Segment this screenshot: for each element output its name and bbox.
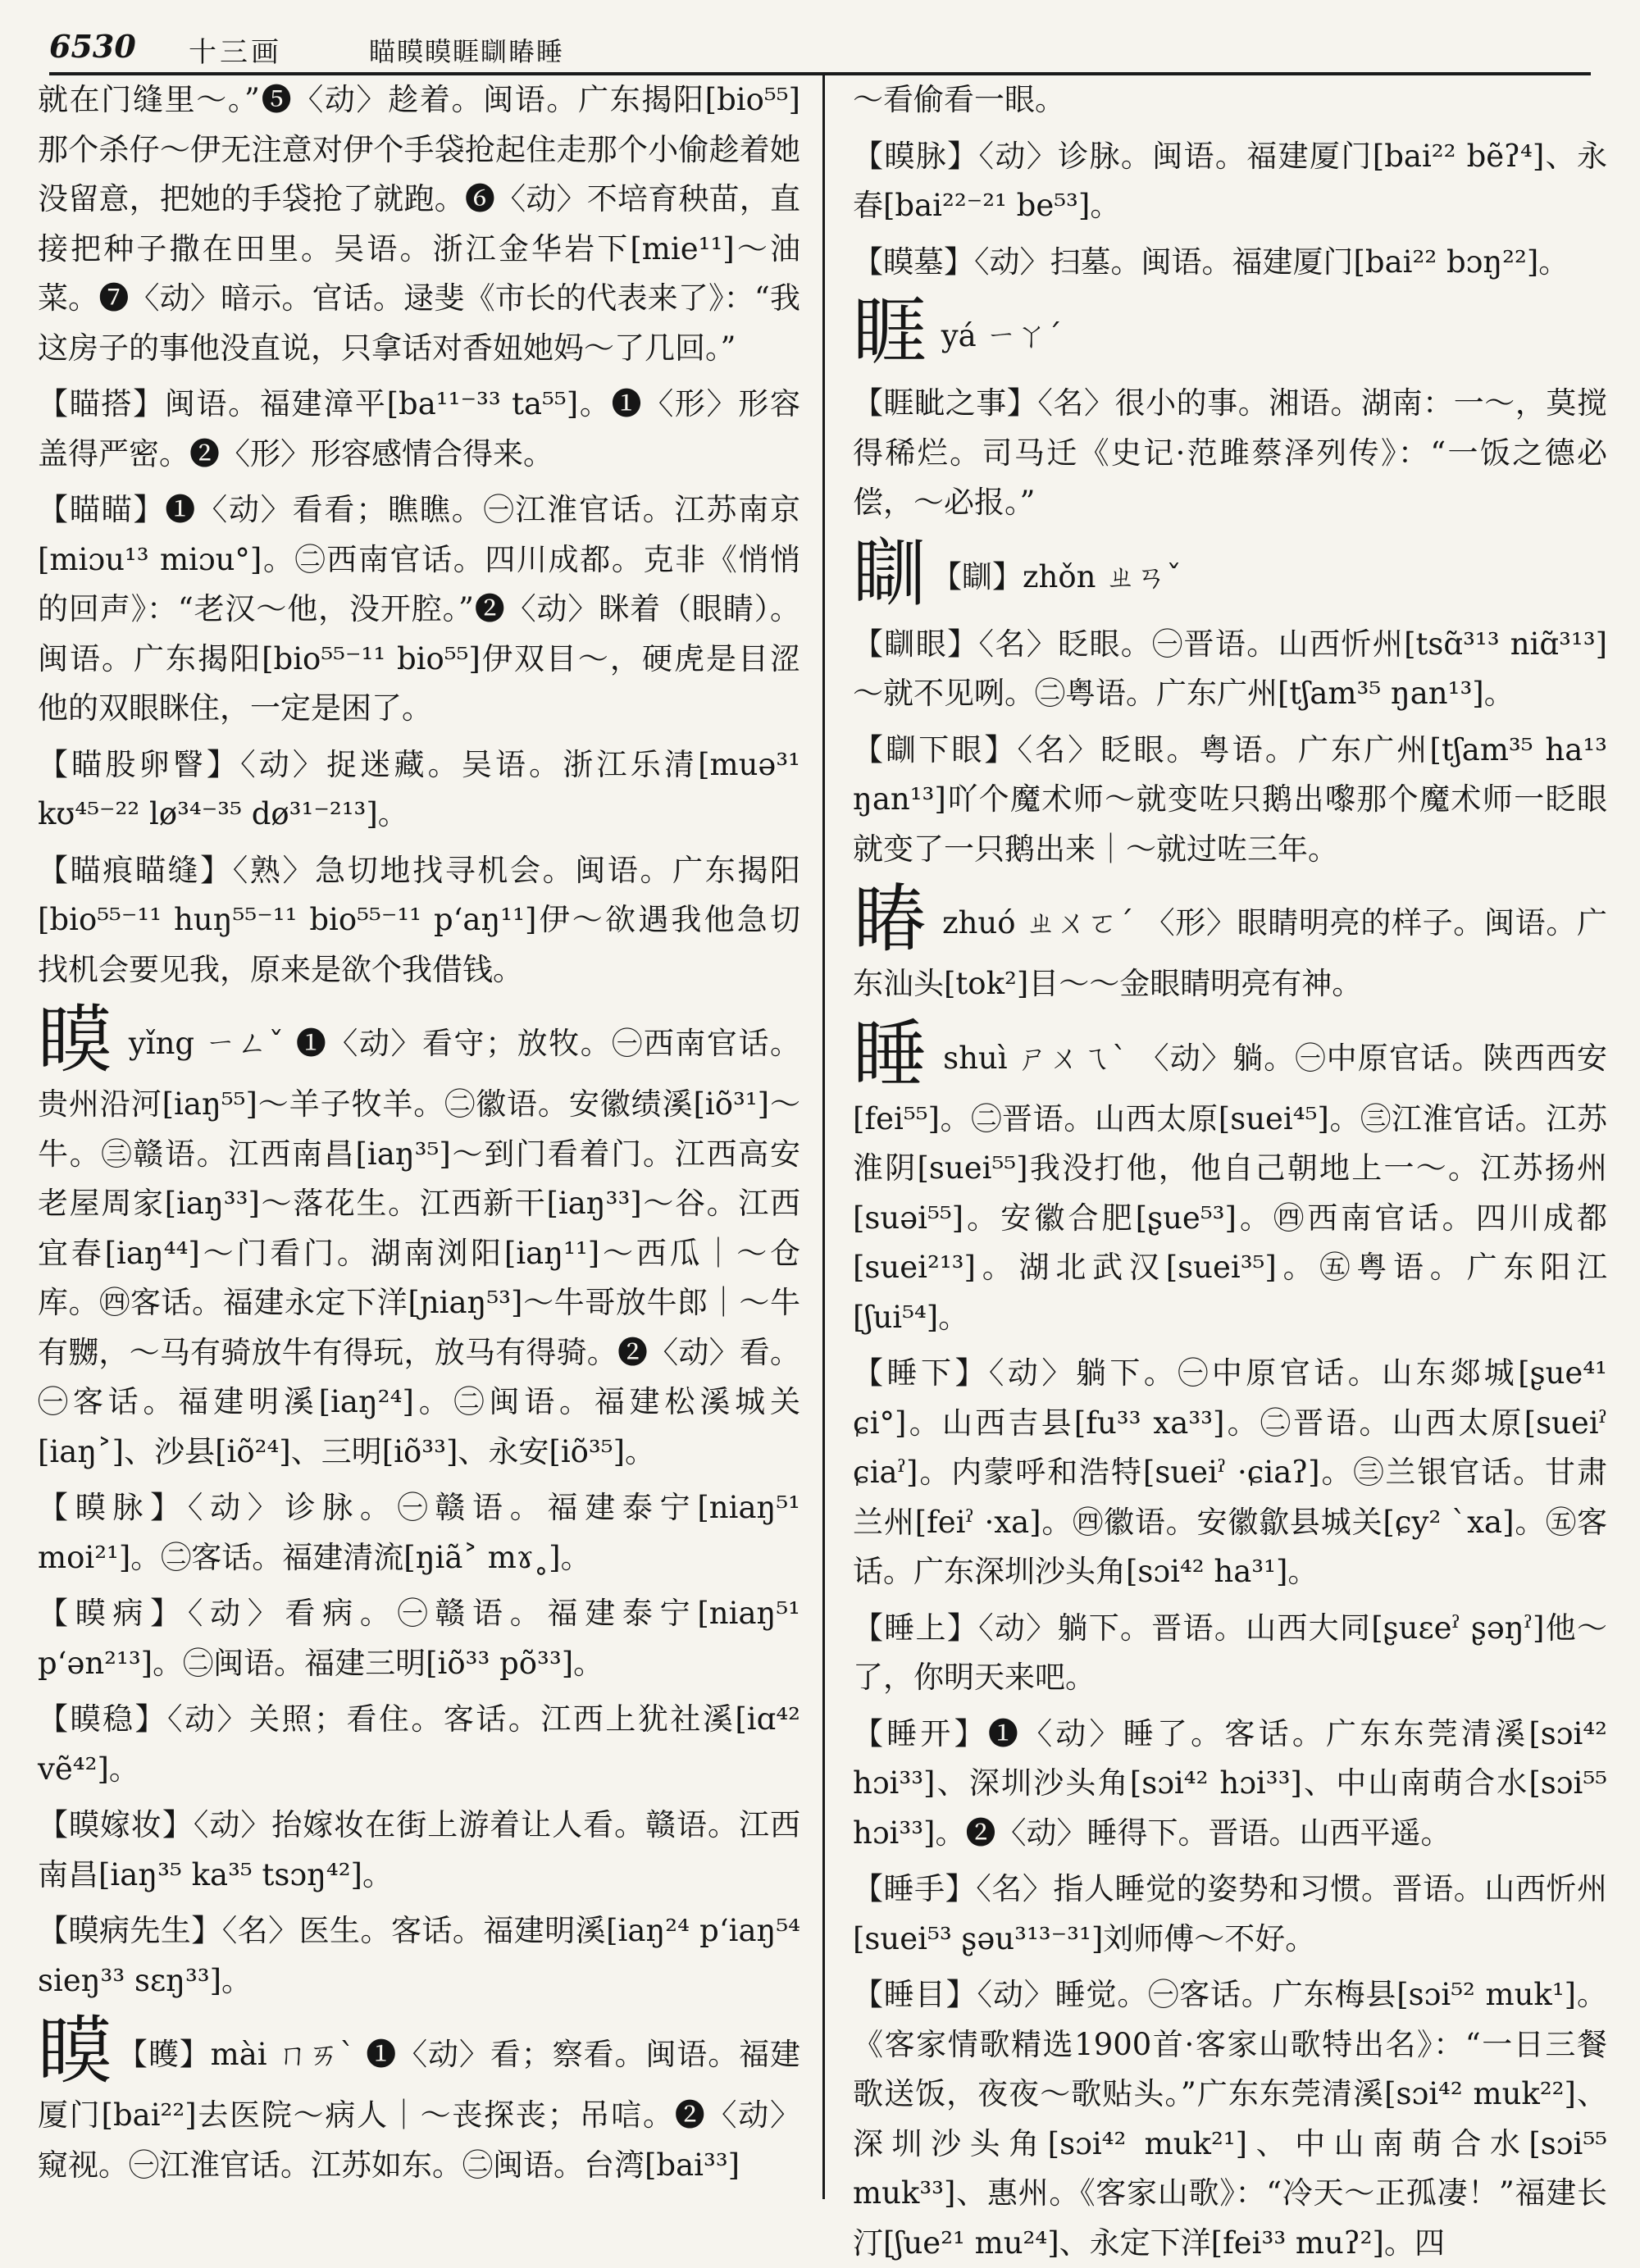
entry-zhan-xia-yan: 【瞓下眼】〈名〉眨眼。粤语。广东广州[tʃam³⁵ ha¹³ ŋan¹³]吖个魔术师～就变咗只鹅出嚟那个魔术师一眨眼就变了一只鹅出来｜～就过咗三年。 [853, 731, 1607, 867]
page-number: 6530 [49, 28, 136, 65]
header-characters: 瞄瞙瞙睚瞓睶睡 [369, 36, 565, 67]
entry-miaogu: 【瞄股卵瞖】〈动〉捉迷藏。吴语。浙江乐清[muə³¹ kʊ⁴⁵⁻²² lø³⁴⁻³⁵ dø³¹⁻²¹³]。 [38, 746, 800, 831]
entry-mai-mai: 【瞙脉】〈动〉诊脉。闽语。福建厦门[bai²² bẽʔ⁴]、永春[bai²²⁻²¹ be⁵³]。 [853, 138, 1607, 223]
page-header [49, 21, 1591, 75]
entry-ying-jiazhuang: 【瞙嫁妆】〈动〉抬嫁妆在街上游着让人看。赣语。江西南昌[iaŋ³⁵ ka³⁵ tsɔŋ⁴²]。 [38, 1807, 800, 1892]
entry-ying-wen: 【瞙稳】〈动〉关照；看住。客话。江西上犹社溪[iɑ⁴² vẽ⁴²]。 [38, 1701, 800, 1787]
entry-miaomiao: 【瞄瞄】❶〈动〉看看；瞧瞧。㊀江淮官话。江苏南京[miɔu¹³ miɔu°]。㊁西南官话。四川成都。克非《悄悄的回声》：“老汉～他，没开腔。”❷〈动〉眯着（眼睛）。闽语。广东揭阳[bio⁵⁵⁻¹¹ bio⁵⁵]伊双目～，硬虎是目涩他的双眼眯住，一定是困了。 [38, 492, 800, 726]
entry-continuation: 就在门缝里～。”❺〈动〉趁着。闽语。广东揭阳[bio⁵⁵]那个杀仔～伊无注意对伊个手袋抢起住走那个小偷趁着她没留意，把她的手袋抢了就跑。❻〈动〉不培育秧苗，直接把种子撒在田里。吴语。浙江金华岩下[mie¹¹]～油菜。❼〈动〉暗示。官话。逯斐《市长的代表来了》：“我这房子的事他没直说，只拿话对香妞她妈～了几回。” [38, 82, 800, 366]
headword-zhan: 瞓 【瞓】zhǒn ㄓㄢˇ [853, 530, 1182, 617]
right-column [853, 75, 1607, 2261]
entry-mai-mu: 【瞙墓】〈动〉扫墓。闽语。福建厦门[bai²² bɔŋ²²]。 [853, 244, 1569, 280]
headword-glyph: 瞙 [38, 997, 113, 1083]
headword-zhuo: 睶 zhuó ㄓㄨㄛˊ 〈形〉眼睛明亮的样子。闽语。广东汕头[tok²]目～～金眼睛明亮有神。 [853, 877, 1607, 1001]
entry-shui-mu: 【睡目】〈动〉睡觉。㊀客话。广东梅县[sɔi⁵² muk¹]。《客家情歌精选1900首·客家山歌特出名》：“一日三餐歌送饭，夜夜～歌贴头。”广东东莞清溪[sɔi⁴² muk²²]、深圳沙头角[sɔi⁴² muk²¹]、中山南萌合水[sɔi⁵⁵ muk³³]、惠州。《客家山歌》：“冷天～正孤凄！”福建长汀[ʃue²¹ mu²⁴]、永定下洋[fei³³ muʔ²]。四 [853, 1977, 1607, 2261]
entry-miaohen: 【瞄痕瞄缝】〈熟〉急切地找寻机会。闽语。广东揭阳[bio⁵⁵⁻¹¹ huŋ⁵⁵⁻¹¹ bio⁵⁵⁻¹¹ pʻaŋ¹¹]伊～欲遇我他急切找机会要见我，原来是欲个我借钱。 [38, 852, 800, 987]
entry-shui-xia: 【睡下】〈动〉躺下。㊀中原官话。山东郯城[ʂue⁴¹ ɕi°]。山西吉县[fu³³ xa³³]。㊁晋语。山西太原[sueiˀ ɕiaˀ]。内蒙呼和浩特[sueiˀ ·ɕiaʔ]。㊂兰银官话。甘肃兰州[feiˀ ·xa]。㊃徽语。安徽歙县城关[ɕy² ˋxa]。㊄客话。广东深圳沙头角[sɔi⁴² ha³¹]。 [853, 1355, 1607, 1589]
headword-glyph: 睡 [853, 1011, 928, 1098]
headword-ya: 睚 yá ㄧㄚˊ [853, 289, 1062, 376]
entry-shui-shang: 【睡上】〈动〉躺下。晋语。山西大同[ʂuɛeˀ ʂəŋˀ]他～了，你明天来吧。 [853, 1610, 1607, 1695]
headword-glyph: 睚 [853, 289, 927, 376]
entry-shui-shou: 【睡手】〈名〉指人睡觉的姿势和习惯。晋语。山西忻州[suei⁵³ ʂəu³¹³⁻³¹]刘师傅～不好。 [853, 1871, 1607, 1956]
entry-continuation-right: ～看偷看一眼。 [853, 82, 1065, 117]
entry-ying-bing-xiansheng: 【瞙病先生】〈名〉医生。客话。福建明溪[iaŋ²⁴ pʻiaŋ⁵⁴ sieŋ³³ sɛŋ³³]。 [38, 1913, 800, 1998]
left-column [38, 75, 800, 2199]
headword-mai: 瞙 【矆】mài ㄇㄞˋ ❶〈动〉看；察看。闽语。福建厦门[bai²²]去医院～病人｜～丧探丧；吊唁。❷〈动〉窥视。㊀江淮官话。江苏如东。㊁闽语。台湾[bai³³] [38, 2008, 801, 2183]
entry-zhan-yan: 【瞓眼】〈名〉眨眼。㊀晋语。山西忻州[tsɑ̃³¹³ niɑ̃³¹³]～就不见咧。㊁粤语。广东广州[tʃam³⁵ ŋan¹³]。 [853, 626, 1607, 711]
section-title: 十三画 [189, 36, 282, 69]
headword-glyph: 瞓 [853, 530, 927, 617]
column-divider [822, 75, 825, 2199]
headword-ying: 瞙 yǐng ㄧㄥˇ ❶〈动〉看守；放牧。㊀西南官话。贵州沿河[iaŋ⁵⁵]～羊子牧羊。㊁徽语。安徽绩溪[iõ³¹]～牛。㊂赣语。江西南昌[iaŋ³⁵]～到门看着门。江西高安老屋周家[iaŋ³³]～落花生。江西新干[iaŋ³³]～谷。江西宜春[iaŋ⁴⁴]～门看门。湖南浏阳[iaŋ¹¹]～西瓜｜～仓库。㊃客话。福建永定下洋[ɲiaŋ⁵³]～牛哥放牛郎｜～牛有嬲，～马有骑放牛有得玩，放马有得骑。❷〈动〉看。㊀客话。福建明溪[iaŋ²⁴]。㊁闽语。福建松溪城关[iaŋ˃]、沙县[iõ²⁴]、三明[iõ³³]、永安[iõ³⁵]。 [38, 997, 800, 1469]
entry-shui-kai: 【睡开】❶〈动〉睡了。客话。广东东莞清溪[sɔi⁴² hɔi³³]、深圳沙头角[sɔi⁴² hɔi³³]、中山南萌合水[sɔi⁵⁵ hɔi³³]。❷〈动〉睡得下。晋语。山西平遥。 [853, 1715, 1607, 1851]
headword-shui: 睡 shuì ㄕㄨㄟˋ 〈动〉躺。㊀中原官话。陕西西安[fei⁵⁵]。㊁晋语。山西太原[suei⁴⁵]。㊂江淮官话。江苏淮阴[suei⁵⁵]我没打他，他自己朝地上一～。江苏扬州[suəi⁵⁵]。安徽合肥[ʂue⁵³]。㊃西南官话。四川成都[suei²¹³]。湖北武汉[suei³⁵]。㊄粤语。广东阳江[ʃui⁵⁴]。 [853, 1011, 1607, 1335]
headword-glyph: 瞙 [38, 2008, 112, 2094]
entry-ying-mai: 【瞙脉】〈动〉诊脉。㊀赣语。福建泰宁[niaŋ⁵¹ moi²¹]。㊁客话。福建清流[ŋiã˃ mɤ˳]。 [38, 1490, 800, 1575]
entry-ying-bing: 【瞙病】〈动〉看病。㊀赣语。福建泰宁[niaŋ⁵¹ pʻən²¹³]。㊁闽语。福建三明[iõ³³ põ³³]。 [38, 1596, 800, 1681]
entry-miaoda: 【瞄搭】闽语。福建漳平[ba¹¹⁻³³ ta⁵⁵]。❶〈形〉形容盖得严密。❷〈形〉形容感情合得来。 [38, 386, 800, 471]
entry-yazi: 【睚眦之事】〈名〉很小的事。湘语。湖南：一～，莫搅得稀烂。司马迁《史记·范雎蔡泽列传》：“一饭之德必偿，～必报。” [853, 385, 1607, 520]
headword-glyph: 睶 [853, 877, 927, 963]
